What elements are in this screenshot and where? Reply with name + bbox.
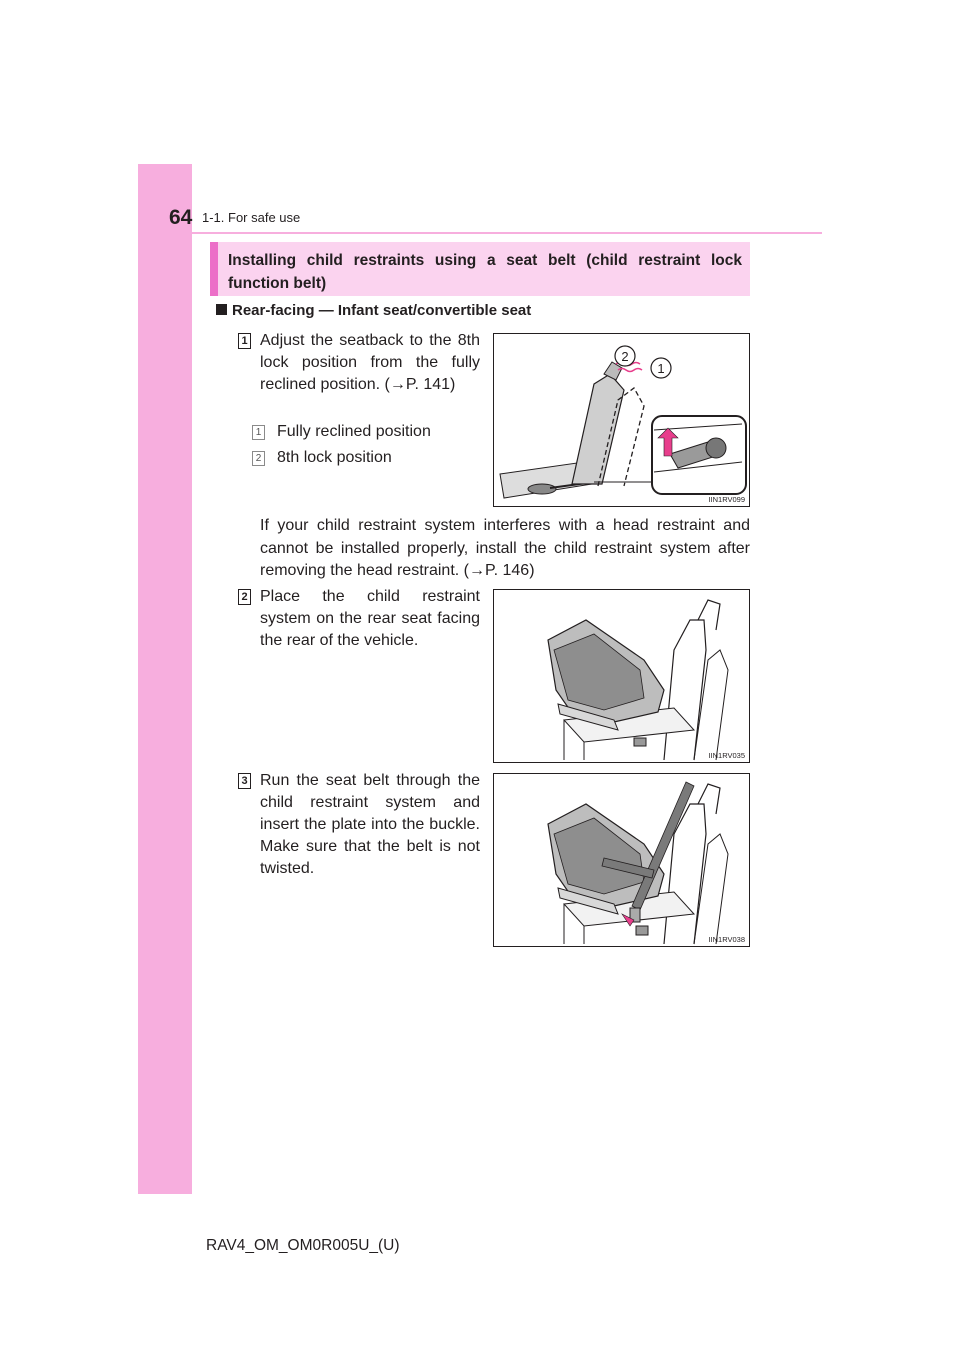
bullet-square-icon (216, 304, 227, 315)
figure-id: IIN1RV099 (708, 495, 745, 504)
header-rule (192, 232, 822, 234)
seat-belt-illustration (494, 774, 749, 946)
callout-item (252, 448, 392, 468)
figure-id: IIN1RV038 (708, 935, 745, 944)
callout-item (252, 422, 431, 442)
page-number: 64 (169, 206, 193, 229)
subheading-text: Rear-facing — Infant seat/convertible seat (232, 302, 532, 319)
callout-label: 8th lock position (277, 449, 392, 466)
figure-seat-belt-routing (493, 773, 750, 947)
step-text: Adjust the seatback to the 8th lock position from the fully reclined position. (→P. 141) (260, 332, 480, 393)
infant-seat-illustration (494, 590, 749, 762)
section-label: 1-1. For safe use (202, 210, 301, 225)
sidebar-tab (138, 164, 192, 1194)
step-text: Run the seat belt through the child restraint system and insert the plate into the buckle. Make sure that the belt is not twisted. (260, 772, 480, 877)
section-heading (210, 242, 750, 296)
step-number: 2 (238, 589, 251, 605)
figure-marker: 2 (621, 349, 629, 364)
figure-id: IIN1RV035 (708, 751, 745, 760)
step-text: Place the child restraint system on the rear seat facing the rear of the vehicle. (260, 588, 480, 649)
callout-number: 1 (252, 425, 265, 440)
figure-place-restraint (493, 589, 750, 763)
callout-number: 2 (252, 451, 265, 466)
step-number: 3 (238, 773, 251, 789)
step-number: 1 (238, 333, 251, 349)
footer-doc-id: RAV4_OM_OM0R005U_(U) (206, 1237, 400, 1254)
callout-label: Fully reclined position (277, 423, 431, 440)
section-heading-text: Installing child restraints using a seat belt (child restraint lock function belt) (228, 252, 742, 292)
figure-marker: 1 (657, 361, 665, 376)
subheading (216, 302, 531, 319)
figure-seatback-adjust (493, 333, 750, 507)
seatback-illustration (494, 334, 749, 506)
note-text: If your child restraint system interferes with a head restraint and cannot be installed properly, install the child restraint system after removing the head restraint. (→P. 146) (260, 517, 750, 579)
